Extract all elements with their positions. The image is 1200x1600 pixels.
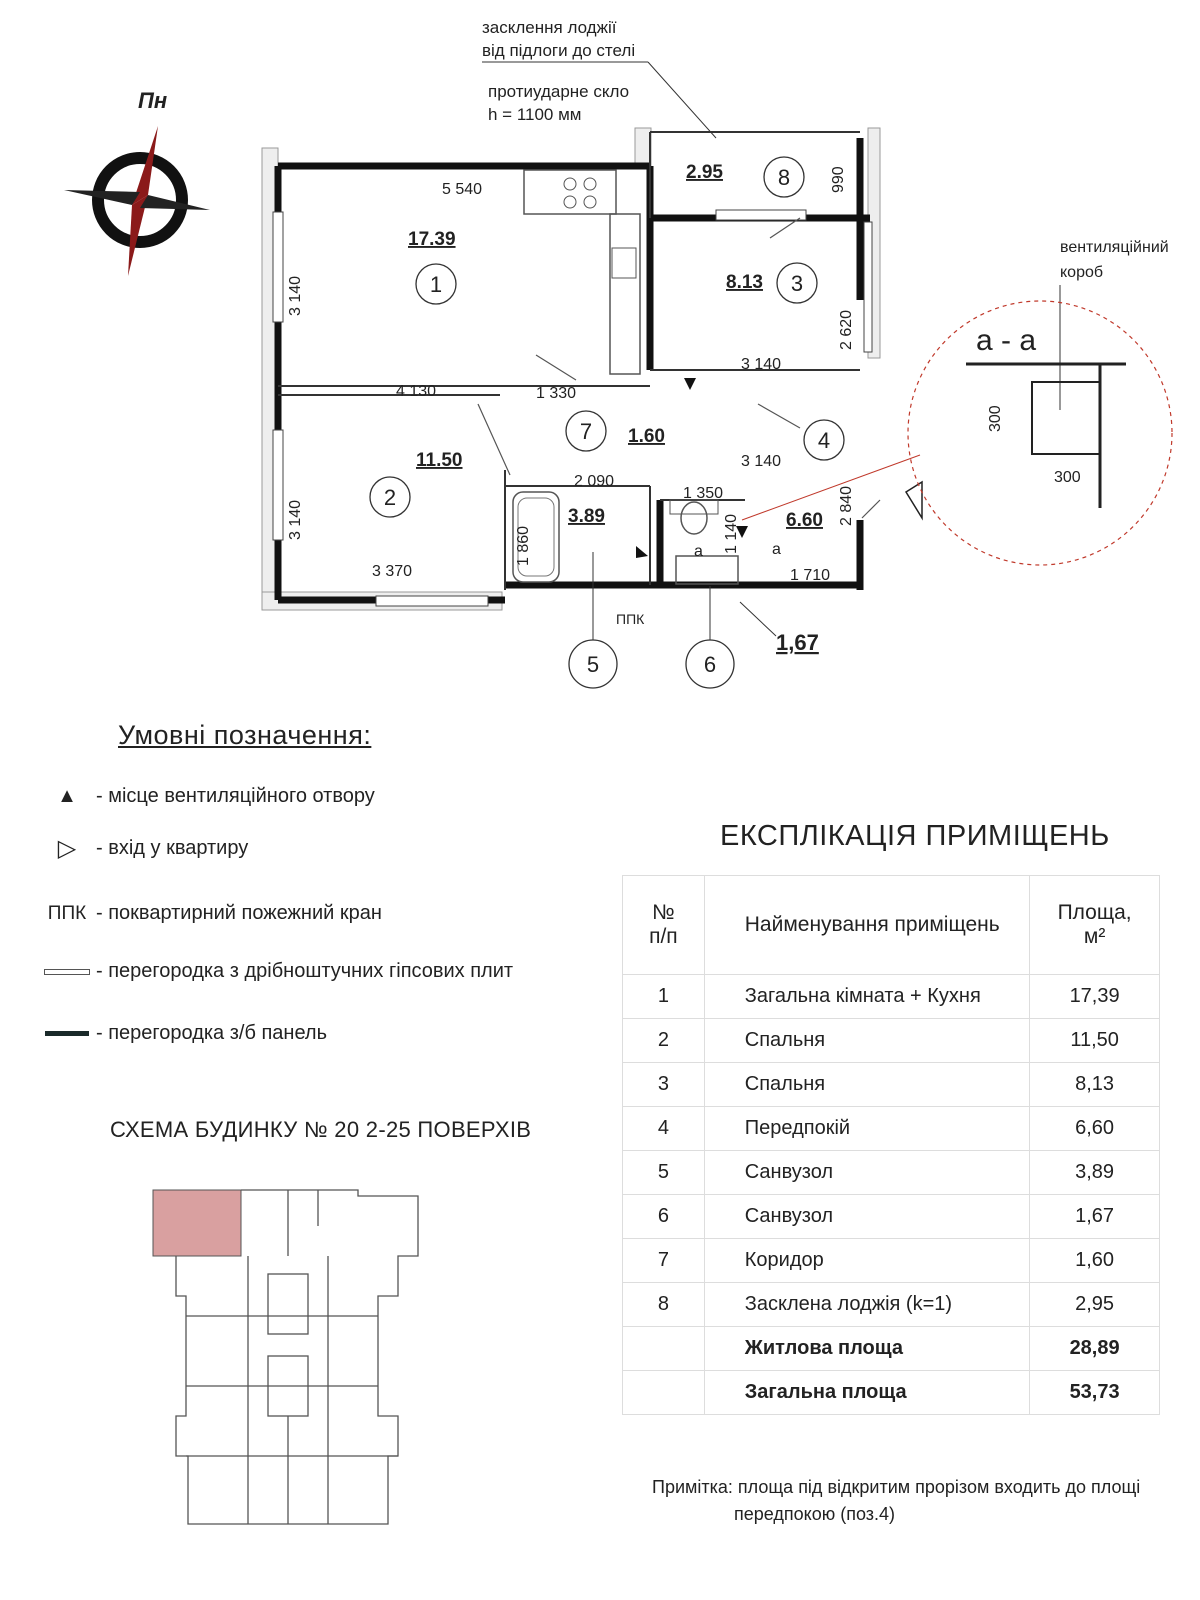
dim-4130: 4 130	[396, 383, 437, 400]
explication-title: ЕКСПЛІКАЦІЯ ПРИМІЩЕНЬ	[720, 820, 1110, 852]
dim-3140-room1: 3 140	[287, 275, 304, 316]
entrance-icon	[906, 482, 922, 518]
dim-990: 990	[830, 166, 847, 193]
total-row-living	[623, 1327, 1160, 1371]
vent-marker-icon: ▲	[57, 785, 77, 807]
row-num: 4	[623, 1107, 705, 1151]
table-row	[623, 975, 1160, 1019]
room3-number: 3	[790, 271, 804, 296]
dim-2620: 2 620	[838, 309, 855, 350]
legend-title: Умовні позначення:	[118, 720, 372, 750]
row-num: 8	[623, 1283, 705, 1327]
legend-item-ppk	[38, 902, 382, 925]
room7-number: 7	[579, 419, 593, 444]
vent-note-line2: короб	[1060, 264, 1104, 281]
row-num: 6	[623, 1195, 705, 1239]
dim-2840: 2 840	[838, 485, 855, 526]
row-area: 11,50	[1030, 1019, 1160, 1063]
row-num: 5	[623, 1151, 705, 1195]
room5-number: 5	[586, 652, 600, 677]
row-area: 1,67	[1030, 1195, 1160, 1239]
ppk-marker: ППК	[616, 611, 645, 627]
row-name: Спальня	[704, 1019, 1029, 1063]
table-row	[623, 1283, 1160, 1327]
room4-number: 4	[817, 428, 831, 453]
glass-note-line1: протиударне скло	[488, 82, 630, 101]
header-name: Найменування приміщень	[704, 876, 1029, 975]
room2-area: 11.50	[416, 450, 463, 471]
row-name: Загальна кімната + Кухня	[704, 975, 1029, 1019]
room3-area: 8.13	[726, 272, 763, 293]
row-name: Спальня	[704, 1063, 1029, 1107]
legend-item-label: - перегородка з дрібноштучних гіпсових плит	[96, 960, 514, 982]
explication-table	[622, 875, 1160, 1415]
dim-1860: 1 860	[515, 525, 532, 566]
table-row	[623, 1151, 1160, 1195]
total-row-overall	[623, 1371, 1160, 1415]
row-name: Передпокій	[704, 1107, 1029, 1151]
total-name: Житлова площа	[704, 1327, 1029, 1371]
row-area: 6,60	[1030, 1107, 1160, 1151]
section-dim-vertical: 300	[987, 405, 1004, 432]
room1-area: 17.39	[408, 229, 456, 250]
row-area: 2,95	[1030, 1283, 1160, 1327]
detail-circle	[908, 301, 1172, 565]
section-marker-a1: а	[694, 543, 703, 560]
table-row	[623, 1239, 1160, 1283]
table-row	[623, 1107, 1160, 1151]
thin-wall-icon	[38, 969, 96, 975]
ppk-symbol: ППК	[47, 902, 87, 924]
dim-3140-room2: 3 140	[287, 499, 304, 540]
row-area: 1,60	[1030, 1239, 1160, 1283]
dim-1330: 1 330	[536, 385, 577, 402]
section-dim-horizontal: 300	[1054, 469, 1081, 486]
dim-2090: 2 090	[574, 473, 615, 490]
glass-note-line2: h = 1100 мм	[488, 105, 582, 124]
section-marker-a2: а	[772, 541, 781, 558]
table-row	[623, 1019, 1160, 1063]
row-num: 3	[623, 1063, 705, 1107]
dim-1140: 1 140	[723, 513, 740, 554]
vent-note-line1: вентиляційний	[1060, 239, 1169, 256]
dim-3370: 3 370	[372, 563, 413, 580]
header-area-line2: м²	[1083, 925, 1106, 948]
row-name: Коридор	[704, 1239, 1029, 1283]
room8-number: 8	[777, 165, 791, 190]
glazing-note-line1: засклення лоджії	[482, 18, 617, 37]
dim-1350: 1 350	[683, 485, 724, 502]
compass-label: Пн	[138, 88, 168, 113]
highlighted-apartment	[153, 1190, 241, 1256]
header-num-line2: п/п	[649, 925, 678, 948]
entrance-icon: ▷	[57, 835, 77, 862]
room6-area: 1,67	[776, 630, 819, 655]
section-label: а - а	[976, 324, 1037, 357]
room5-area: 3.89	[568, 506, 605, 527]
room4-area: 6.60	[786, 510, 823, 531]
room1-number: 1	[429, 272, 443, 297]
row-num: 1	[623, 975, 705, 1019]
row-num: 7	[623, 1239, 705, 1283]
dim-5540: 5 540	[442, 181, 483, 198]
row-name: Засклена лоджія (k=1)	[704, 1283, 1029, 1327]
table-header-row	[623, 876, 1160, 975]
legend-item-label: - місце вентиляційного отвору	[96, 785, 375, 807]
thick-wall-icon	[38, 1031, 96, 1036]
floor-plan	[0, 0, 1200, 700]
row-area: 17,39	[1030, 975, 1160, 1019]
vent-marker-icon	[684, 378, 696, 390]
row-area: 8,13	[1030, 1063, 1160, 1107]
room2-number: 2	[383, 485, 397, 510]
legend-item-label: - перегородка з/б панель	[96, 1022, 328, 1044]
table-row	[623, 1195, 1160, 1239]
building-scheme	[148, 1186, 438, 1531]
dim-3140-hall2: 3 140	[741, 453, 782, 470]
legend-item-entrance	[38, 834, 248, 863]
legend-item-label: - вхід у квартиру	[96, 837, 249, 859]
room6-number: 6	[703, 652, 717, 677]
total-name: Загальна площа	[704, 1371, 1029, 1415]
room8-area: 2.95	[686, 162, 723, 183]
vent-marker-icon	[636, 546, 648, 558]
total-area: 28,89	[1030, 1327, 1160, 1371]
row-area: 3,89	[1030, 1151, 1160, 1195]
legend-item-thin-partition	[38, 960, 513, 983]
header-area	[1030, 876, 1160, 975]
scheme-title: СХЕМА БУДИНКУ № 20 2-25 ПОВЕРХІВ	[110, 1117, 532, 1142]
footnote	[652, 1474, 1140, 1528]
footnote-line1: Примітка: площа під відкритим прорізом входить до площі	[652, 1477, 1141, 1497]
glazing-note-line2: від підлоги до стелі	[482, 41, 636, 60]
dim-1710: 1 710	[790, 567, 831, 584]
header-num-line1: №	[652, 901, 675, 924]
total-area: 53,73	[1030, 1371, 1160, 1415]
row-num: 2	[623, 1019, 705, 1063]
row-name: Санвузол	[704, 1151, 1029, 1195]
footnote-line2: передпокою (поз.4)	[734, 1504, 896, 1524]
header-num	[623, 876, 705, 975]
legend-item-vent	[38, 785, 375, 808]
dim-3140-hall1: 3 140	[741, 356, 782, 373]
room7-area: 1.60	[628, 426, 665, 447]
compass-icon	[64, 88, 210, 276]
legend-item-thick-partition	[38, 1022, 327, 1045]
header-area-line1: Площа,	[1057, 901, 1132, 924]
table-row	[623, 1063, 1160, 1107]
legend-item-label: - поквартирний пожежний кран	[96, 902, 382, 924]
row-name: Санвузол	[704, 1195, 1029, 1239]
